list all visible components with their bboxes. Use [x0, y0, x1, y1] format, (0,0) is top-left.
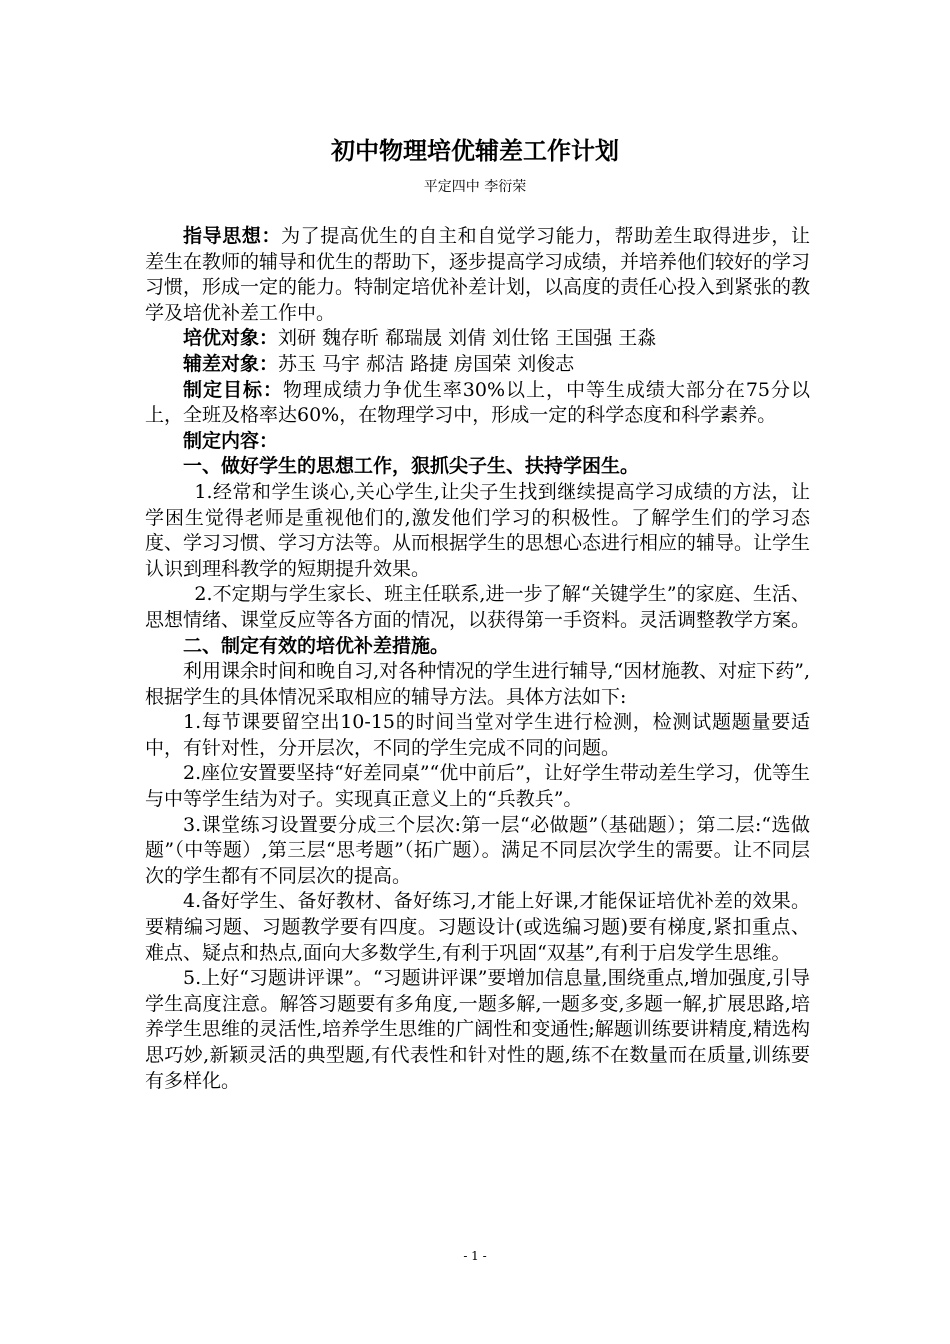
section-1-paragraph-1: 1.经常和学生谈心,关心学生,让尖子生找到继续提高学习成绩的方法，让学困生觉得老师是重视他们的,激发他们学习的积极性。了解学生们的学习态度、学习习惯、学习方法等。从而根据学生的思想心态进行相应的辅导。让学生认识到理科教学的短期提升效果。: [145, 480, 811, 580]
section-2-item-1: 1.每节课要留空出10-15的时间当堂对学生进行检测，检测试题题量要适中，有针对性，分开层次，不同的学生完成不同的问题。: [145, 711, 810, 759]
section-2-item-2: 2.座位安置要坚持“好差同桌”“优中前后”，让好学生带动差生学习，优等生与中等学生结为对子。实现真正意义上的“兵教兵”。: [145, 762, 810, 811]
guiding-label: 指导思想：: [183, 225, 282, 247]
weak-students-label: 辅差对象：: [183, 352, 279, 375]
weak-students-paragraph: [145, 352, 810, 378]
section-2-item-4: 4.备好学生、备好教材、备好练习,才能上好课,才能保证培优补差的效果。要精编习题、习题教学要有四度。习题设计(或选编习题)要有梯度,紧扣重点、难点、疑点和热点,面向大多数学生,有利于巩固“双基”,有利于启发学生思维。: [145, 890, 810, 964]
goal-label: 制定目标：: [183, 378, 283, 401]
content-label: 制定内容：: [183, 429, 279, 452]
section-1-heading: 一、做好学生的思想工作，狠抓尖子生、扶持学困生。: [183, 455, 640, 478]
page-number: - 1 -: [463, 1249, 487, 1263]
excellent-students-text: 刘研 魏存昕 郗瑞晟 刘倩 刘仕铭 王国强 王淼: [278, 327, 657, 350]
section-1-paragraph-2: 2.不定期与学生家长、班主任联系,进一步了解“关键学生”的家庭、生活、思想情绪、课堂反应等各方面的情况，以获得第一手资料。灵活调整教学方案。: [145, 583, 811, 631]
goal-text: 物理成绩力争优生率30%以上，中等生成绩大部分在75分以上，全班及格率达60%，在物理学习中，形成一定的科学态度和科学素养。: [145, 378, 810, 427]
document-body: [145, 224, 810, 1094]
weak-students-text: 苏玉 马宇 郝洁 路捷 房国荣 刘俊志: [278, 352, 575, 375]
document-title: 初中物理培优辅差工作计划: [331, 136, 619, 165]
guiding-paragraph: [145, 224, 810, 326]
goal-paragraph: [145, 378, 810, 429]
author-line: 平定四中 李衍荣: [423, 179, 527, 195]
section-2-heading: 二、制定有效的培优补差措施。: [183, 634, 450, 657]
excellent-students-label: 培优对象：: [183, 327, 279, 350]
section-2-item-5: 5.上好“习题讲评课”。“习题讲评课”要增加信息量,围绕重点,增加强度,引导学生高度注意。解答习题要有多角度,一题多解,一题多变,多题一解,扩展思路,培养学生思维的灵活性,培养学生思维的广阔性和变通性;解题训练要讲精度,精选构思巧妙,新颖灵活的典型题,有代表性和针对性的题,练不在数量而在质量,训练要有多样化。: [145, 967, 810, 1092]
guiding-text: 为了提高优生的自主和自觉学习能力，帮助差生取得进步，让差生在教师的辅导和优生的帮助下，逐步提高学习成绩，并培养他们较好的学习习惯，形成一定的能力。特制定培优补差计划，以高度的责任心投入到紧张的教学及培优补差工作中。: [145, 225, 811, 324]
section-2-item-3: 3.课堂练习设置要分成三个层次:第一层“必做题”（基础题）；第二层:“选做题”（中等题）,第三层“思考题”（拓广题）。满足不同层次学生的需要。让不同层次的学生都有不同层次的提高。: [145, 813, 810, 887]
excellent-students-paragraph: [145, 326, 810, 352]
section-2-intro: 利用课余时间和晚自习,对各种情况的学生进行辅导,“因材施教、对症下药”,根据学生的具体情况采取相应的辅导方法。具体方法如下:: [145, 660, 810, 708]
